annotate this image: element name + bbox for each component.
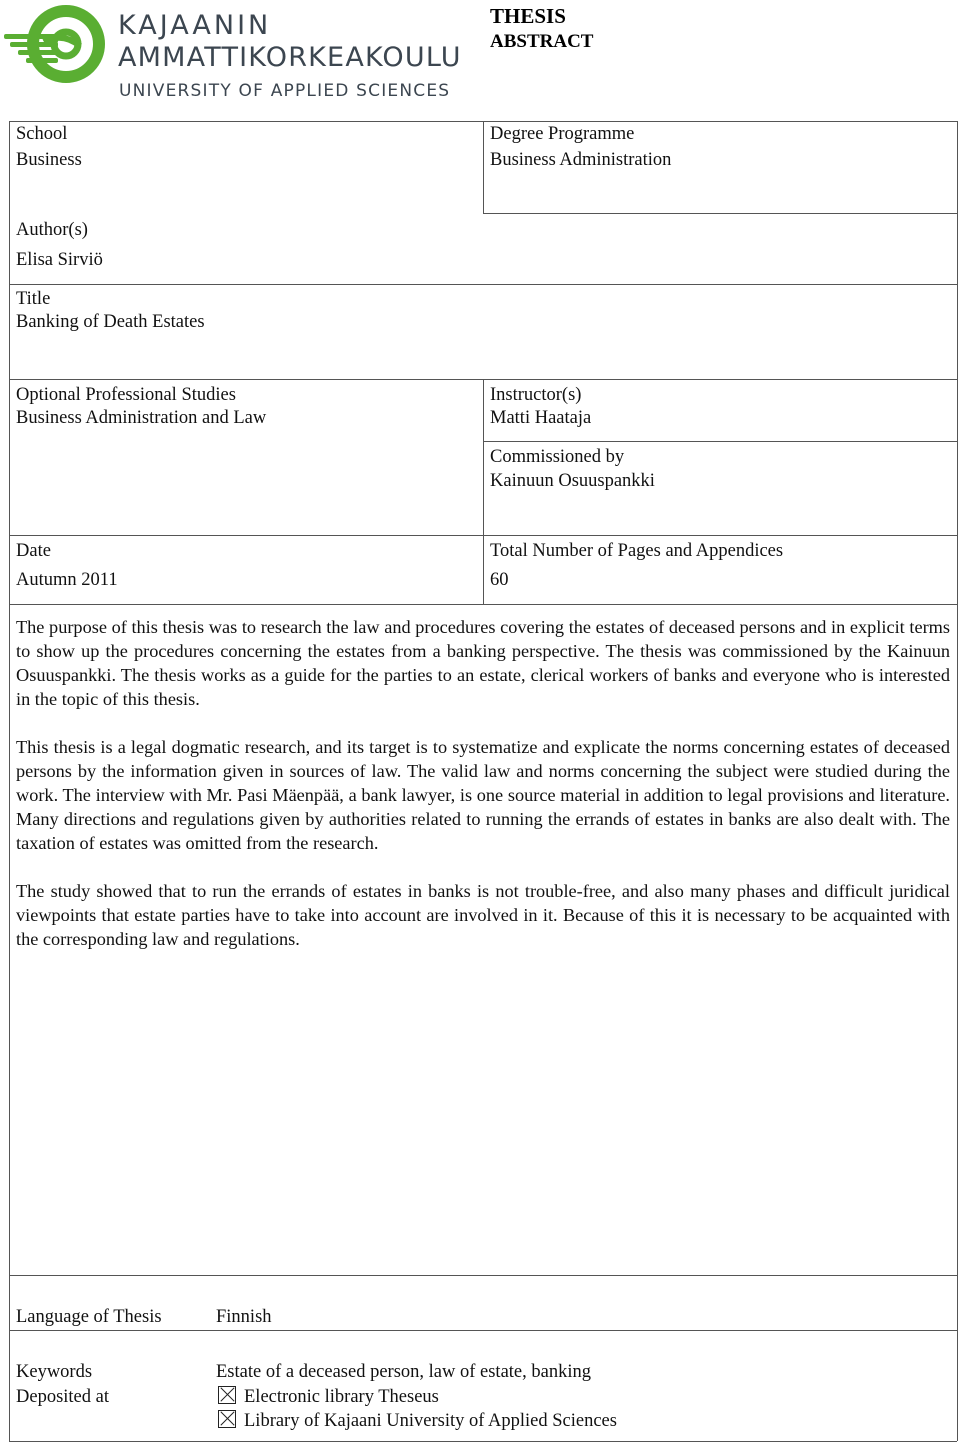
header-abstract: ABSTRACT [490,31,594,52]
university-logo [0,2,462,102]
header-thesis: THESIS [490,4,566,28]
checked-box-icon[interactable] [218,1386,236,1404]
commissioned-value: Kainuun Osuuspankki [490,471,655,491]
deposit-option-label: Library of Kajaani University of Applied Sciences [244,1411,617,1431]
abstract-paragraph-1: The purpose of this thesis was to research the law and procedures covering the estates of deceased persons and in explicit terms to show up the procedures concerning the estates from a banking perspective. The thesis was commissioned by the Kainuun Osuuspankki. The thesis works as a guide for the parties to an estate, clerical workers of banks and everyone who is interested in the topic of this thesis. [16,617,950,709]
date-value: Autumn 2011 [16,570,118,590]
deposit-option-theseus[interactable] [218,1385,439,1409]
optional-studies-label: Optional Professional Studies [16,385,236,405]
degree-value: Business Administration [490,150,672,170]
language-label: Language of Thesis [16,1307,162,1327]
deposited-label: Deposited at [16,1387,109,1407]
checked-box-icon[interactable] [218,1410,236,1428]
date-label: Date [16,541,51,561]
deposit-option-library[interactable] [218,1409,617,1433]
keywords-value: Estate of a deceased person, law of estate, banking [216,1362,591,1382]
school-value: Business [16,150,82,170]
deposit-option-label: Electronic library Theseus [244,1387,439,1407]
keywords-label: Keywords [16,1362,93,1382]
logo-line-3: UNIVERSITY OF APPLIED SCIENCES [119,81,451,101]
abstract-paragraph-3: The study showed that to run the errands of estates in banks is not trouble-free, and also many phases and difficult juridical viewpoints that estate parties have to take into account are involved in it. Because of this it is necessary to be acquainted with the corresponding law and regulations. [16,881,950,949]
school-label: School [16,124,68,144]
logo-line-1: KAJAANIN [118,10,272,41]
abstract-paragraph-2: This thesis is a legal dogmatic research, and its target is to systematize and explicate the norms concerning estates of deceased persons by the information given in sources of law. The valid law and norms concerning the subject were studied during the work. The interview with Mr. Pasi Mäenpää, a bank lawyer, is one source material in addition to legal provisions and literature. Many directions and regulations given by authorities related to running the errands of estates in banks are also dealt with. The taxation of estates was omitted from the research. [16,737,950,853]
abstract-body [16,615,950,975]
title-label: Title [16,289,51,309]
author-label: Author(s) [16,220,88,240]
instructor-label: Instructor(s) [490,385,582,405]
commissioned-label: Commissioned by [490,447,625,467]
author-value: Elisa Sirviö [16,250,103,270]
language-value: Finnish [216,1307,272,1327]
degree-label: Degree Programme [490,124,635,144]
pages-label: Total Number of Pages and Appendices [490,541,784,561]
logo-line-2: AMMATTIKORKEAKOULU [118,42,462,73]
instructor-value: Matti Haataja [490,408,592,428]
logo-emblem-icon [0,4,112,90]
title-value: Banking of Death Estates [16,312,205,332]
optional-studies-value: Business Administration and Law [16,408,267,428]
pages-value: 60 [490,570,509,590]
